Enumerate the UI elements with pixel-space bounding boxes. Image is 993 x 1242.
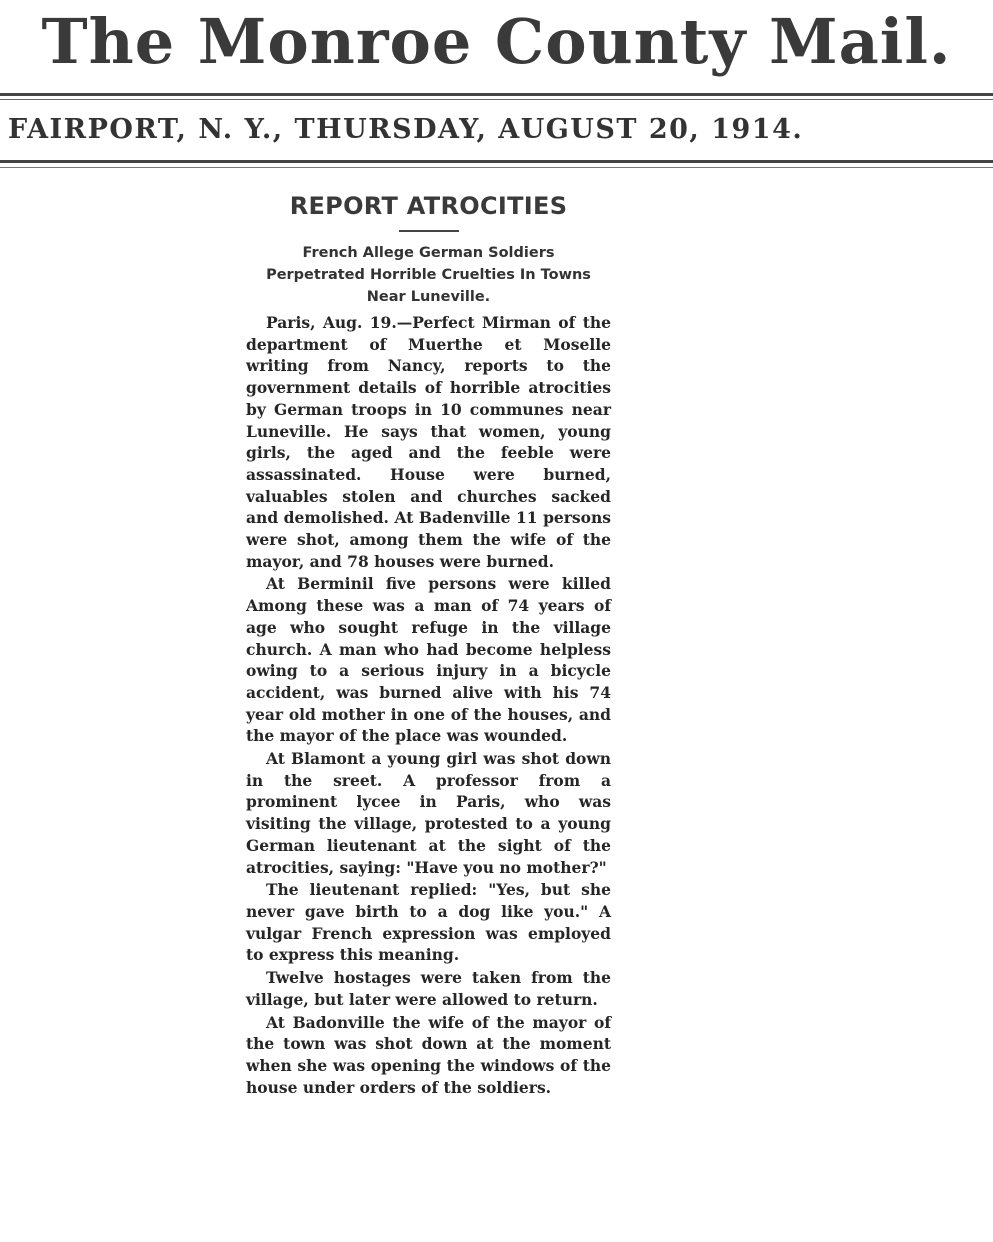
newspaper-title: The Monroe County Mail. <box>41 5 952 78</box>
article-body <box>246 312 611 1098</box>
article <box>246 188 611 1099</box>
dateline-rule-thin <box>0 167 993 168</box>
article-paragraph: Paris, Aug. 19.—Perfect Mirman of the department of Muerthe et Moselle writing from Nancy, reports to the government details of horrible atrocities by German troops in 10 communes near Luneville. He says that women, young girls, the aged and the feeble were assassinated. House were burned, valuables stolen and churches sacked and demolished. At Badenville 11 persons were shot, among them the wife of the mayor, and 78 houses were burned. <box>246 313 611 571</box>
dateline-rule <box>0 160 993 163</box>
masthead-rule-thin <box>0 99 993 100</box>
article-paragraph: At Badonville the wife of the mayor of the town was shot down at the moment when she was opening the windows of the house under orders of the soldiers. <box>246 1012 611 1097</box>
dateline: FAIRPORT, N. Y., THURSDAY, AUGUST 20, 1914. <box>8 114 804 145</box>
article-paragraph: At Blamont a young girl was shot down in the sreet. A professor from a prominent lycee in Paris, who was visiting the village, protested to a young German lieutenant at the sight of the atrocities, saying: "Have you no mother?" <box>246 749 611 877</box>
masthead-rule <box>0 93 993 96</box>
article-paragraph: At Berminil five persons were killed Among these was a man of 74 years of age who sought refuge in the village church. A man who had become helpless owing to a serious injury in a bicycle accident, was burned alive with his 74 year old mother in one of the houses, and the mayor of the place was wounded. <box>246 574 611 746</box>
article-paragraph: Twelve hostages were taken from the village, but later were allowed to return. <box>246 968 611 1009</box>
headline-divider <box>399 230 459 232</box>
masthead <box>0 0 993 100</box>
article-paragraph: The lieutenant replied: "Yes, but she never gave birth to a dog like you." A vulgar French expression was employed to express this meaning. <box>246 880 611 965</box>
article-subhead: French Allege German Soldiers Perpetrated Horrible Cruelties In Towns Near Luneville. <box>266 245 591 305</box>
article-headline: REPORT ATROCITIES <box>289 192 568 220</box>
